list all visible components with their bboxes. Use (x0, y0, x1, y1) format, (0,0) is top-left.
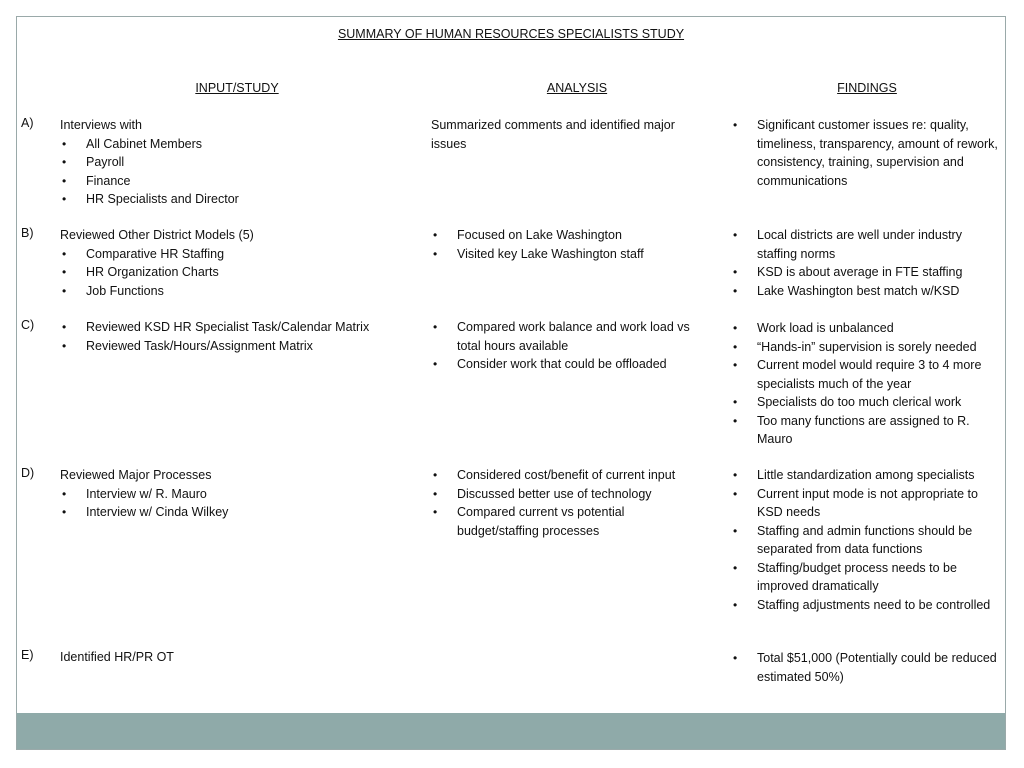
list-item: • KSD is about average in FTE staffing (731, 263, 1001, 282)
list-item: • Consider work that could be offloaded (431, 355, 707, 374)
bullet-icon: • (62, 155, 67, 169)
list-item: • Payroll (60, 153, 400, 172)
bullet-icon: • (733, 283, 738, 298)
list-item: • Compared current vs potential budget/staffing processes (433, 505, 625, 538)
bullet-icon: • (733, 118, 738, 132)
list-item: • Significant customer issues re: quality, timeliness, transparency, amount of rework, consistency, training, supervision and communications (733, 118, 998, 188)
findings-list (731, 649, 1001, 686)
findings-cell (731, 649, 1001, 686)
list-item: • Work load is unbalanced (731, 319, 1001, 338)
list-item: • Job Functions (60, 282, 400, 301)
bullet-icon: • (433, 228, 438, 242)
list-item: • Visited key Lake Washington staff (431, 245, 707, 264)
analysis-list (431, 466, 707, 540)
page-title: SUMMARY OF HUMAN RESOURCES SPECIALISTS STUDY (337, 27, 685, 41)
list-item: • Comparative HR Staffing (60, 245, 400, 264)
findings-list (731, 226, 1001, 300)
input-list (60, 245, 400, 301)
list-item: • Too many functions are assigned to R. Mauro (733, 413, 970, 446)
bullet-icon: • (433, 468, 438, 482)
bullet-icon: • (433, 320, 438, 334)
list-item: • Staffing/budget process needs to be improved dramatically (733, 560, 957, 593)
analysis-cell (431, 226, 707, 263)
row-letter: B) (21, 226, 34, 240)
bullet-icon: • (733, 560, 738, 575)
column-header-input: INPUT/STUDY (195, 81, 279, 95)
bullet-icon: • (62, 338, 67, 353)
findings-cell (731, 319, 1001, 449)
bullet-icon: • (62, 246, 67, 261)
row-letter: C) (21, 318, 35, 332)
bullet-icon: • (62, 173, 67, 188)
list-item: • Lake Washington best match w/KSD (731, 282, 1001, 301)
analysis-cell (431, 466, 707, 540)
input-heading: Interviews with (60, 118, 142, 132)
list-item: • Current input mode is not appropriate to KSD needs (733, 486, 978, 519)
bullet-icon: • (62, 505, 67, 519)
bullet-icon: • (62, 486, 67, 501)
input-heading: Reviewed Major Processes (60, 468, 212, 482)
input-cell (60, 648, 400, 667)
list-item: • Staffing adjustments need to be controlled (731, 596, 1001, 615)
list-item: • Little standardization among specialists (731, 466, 1001, 485)
footer-bar (17, 713, 1005, 749)
bullet-icon: • (733, 486, 738, 501)
bullet-icon: • (62, 192, 67, 206)
list-item: • Considered cost/benefit of current input (431, 466, 707, 485)
list-item: • HR Organization Charts (60, 263, 400, 282)
column-header-analysis: ANALYSIS (546, 81, 608, 95)
bullet-icon: • (62, 283, 67, 298)
slide (16, 16, 1006, 750)
input-heading: Reviewed Other District Models (5) (60, 228, 254, 242)
row-letter: D) (21, 466, 35, 480)
row-letter: E) (21, 648, 34, 662)
findings-cell (731, 116, 1001, 190)
analysis-list (431, 318, 707, 374)
findings-cell (731, 226, 1001, 300)
bullet-icon: • (733, 395, 738, 409)
findings-list (731, 319, 1001, 449)
analysis-list (431, 226, 707, 263)
bullet-icon: • (733, 265, 738, 279)
input-cell (60, 318, 400, 355)
list-item: • Finance (60, 172, 400, 191)
bullet-icon: • (733, 523, 738, 538)
bullet-icon: • (733, 468, 738, 482)
analysis-text: Summarized comments and identified major issues (431, 118, 675, 151)
list-item: • Total $51,000 (Potentially could be reduced estimated 50%) (733, 651, 997, 684)
bullet-icon: • (433, 486, 438, 501)
bullet-icon: • (733, 228, 738, 242)
list-item: • All Cabinet Members (60, 135, 400, 154)
list-item: • Interview w/ Cinda Wilkey (60, 503, 400, 522)
input-cell (60, 116, 400, 209)
bullet-icon: • (433, 505, 438, 519)
findings-cell (731, 466, 1001, 614)
list-item: • HR Specialists and Director (60, 190, 400, 209)
row-letter: A) (21, 116, 34, 130)
list-item: • Staffing and admin functions should be separated from data functions (733, 523, 973, 556)
list-item: • Focused on Lake Washington (431, 226, 707, 245)
bullet-icon: • (62, 136, 67, 151)
list-item: • Specialists do too much clerical work (731, 393, 1001, 412)
bullet-icon: • (433, 246, 438, 261)
bullet-icon: • (62, 320, 67, 334)
analysis-cell (431, 318, 707, 374)
input-list (60, 485, 400, 522)
bullet-icon: • (733, 358, 738, 372)
bullet-icon: • (62, 265, 67, 279)
bullet-icon: • (733, 413, 738, 428)
list-item: • “Hands-in” supervision is sorely needed (731, 338, 1001, 357)
list-item: • Current model would require 3 to 4 more specialists much of the year (733, 358, 982, 391)
list-item: • Discussed better use of technology (431, 485, 707, 504)
input-cell (60, 466, 400, 522)
analysis-cell (431, 116, 707, 153)
list-item: • Reviewed Task/Hours/Assignment Matrix (60, 337, 400, 356)
list-item: • Reviewed KSD HR Specialist Task/Calendar Matrix (60, 318, 400, 337)
column-header-findings: FINDINGS (837, 81, 897, 95)
input-heading: Identified HR/PR OT (60, 650, 174, 664)
list-item: • Local districts are well under industry staffing norms (733, 228, 962, 261)
findings-list (731, 466, 1001, 614)
bullet-icon: • (733, 597, 738, 612)
bullet-icon: • (733, 651, 738, 665)
list-item: • Compared work balance and work load vs total hours available (433, 320, 690, 353)
bullet-icon: • (733, 321, 738, 335)
bullet-icon: • (433, 357, 438, 371)
input-cell (60, 226, 400, 300)
input-list (60, 318, 400, 355)
input-list (60, 135, 400, 209)
bullet-icon: • (733, 339, 738, 354)
list-item: • Interview w/ R. Mauro (60, 485, 400, 504)
findings-list (731, 116, 1001, 190)
